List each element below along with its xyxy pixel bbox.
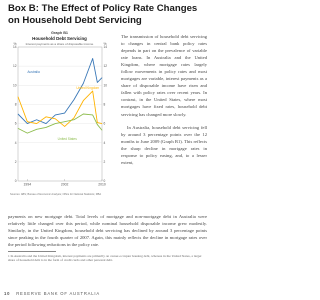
y-unit-left: % — [13, 42, 17, 46]
continued-paragraph: payments on new mortgage debt. Total levels of mortgage and non-mortgage debt in Australia were relatively little changed over this period, while nominal household disposable income grew modestly. Similarly, in the United Kingdom, household debt servicing has declined by around 3 percentage points since peaking in the fourth quarter of 2007. Again, this mainly reflects the decline in mortgage rates over the period following reductions in the policy rate. — [8, 214, 207, 248]
graph-subtitle: Household Debt Servicing — [32, 36, 87, 41]
paragraph: The transmission of household debt servicing to changes in central bank policy rates depends in part on the prevalence of variable rate loans. In Australia and the United Kingdom, where mortgage rates largely follow movements in policy rates and most mortgages are variable, interest payments as a share of disposable income have risen and fallen with policy rates over recent years. In contrast, in the United States, where most mortgages have fixed rates, household debt servicing has changed more slowly. — [121, 34, 207, 117]
footnote-divider — [8, 251, 56, 252]
data-point — [27, 121, 28, 122]
data-point — [74, 118, 75, 119]
data-point — [46, 123, 47, 124]
data-point — [92, 115, 93, 116]
y-tick-label-right: 10 — [103, 83, 108, 88]
line-chart — [8, 31, 111, 191]
data-point — [102, 130, 103, 131]
data-point — [97, 82, 98, 83]
y-tick-label-right: 6 — [103, 121, 106, 126]
data-point — [36, 123, 37, 124]
graph-note: Interest payments as a share of disposable income — [25, 41, 94, 46]
y-tick-label-left: 2 — [14, 159, 17, 164]
y-tick-label-right: 8 — [103, 102, 106, 107]
data-point — [64, 113, 65, 114]
series-label: Australia — [27, 69, 40, 74]
y-tick-label-left: 4 — [14, 140, 17, 145]
y-tick-label-left: 10 — [12, 83, 17, 88]
footnote: 1 In Australia and the United Kingdom, interest payments are primarily on owner-occupier housing debt, whereas in the United States, a larger share of household debt is in the form of credit cards and other personal debt. — [8, 254, 202, 263]
box-title: Box B: The Effect of Policy Rate Changes on Household Debt Servicing — [8, 3, 198, 26]
publication-name: RESERVE BANK OF AUSTRALIA — [16, 291, 100, 296]
graph-title: Graph B1 — [50, 31, 69, 35]
data-point — [97, 124, 98, 125]
y-tick-label-left: 12 — [12, 64, 17, 69]
y-tick-label-left: 8 — [14, 102, 17, 107]
page-number: 10 — [4, 291, 11, 296]
x-tick-label: 2002 — [60, 182, 69, 187]
data-point — [102, 123, 103, 124]
data-point — [83, 114, 84, 115]
y-tick-label-right: 2 — [103, 159, 106, 164]
y-unit-right: % — [103, 42, 107, 46]
graph-b1 — [8, 31, 111, 208]
data-point — [83, 100, 84, 101]
y-tick-label-left: 6 — [14, 121, 17, 126]
data-point — [55, 115, 56, 116]
data-point — [92, 91, 93, 92]
data-point — [92, 58, 93, 59]
graph-sources: Sources: ABS; Bureau of Economic Analysis; Office for National Statistics; RBA — [10, 193, 102, 196]
data-point — [102, 77, 103, 78]
data-point — [27, 123, 28, 124]
series-line-united-kingdom — [18, 91, 102, 126]
data-point — [74, 119, 75, 120]
data-point — [46, 117, 47, 118]
series-line-australia — [18, 58, 102, 123]
page-footer — [4, 291, 100, 296]
y-tick-label-left: 0 — [14, 179, 17, 184]
y-tick-label-right: 4 — [103, 140, 106, 145]
data-point — [27, 133, 28, 134]
data-point — [97, 122, 98, 123]
x-tick-label: 1994 — [23, 182, 32, 187]
data-point — [55, 119, 56, 120]
y-tick-label-left: 14 — [12, 45, 17, 50]
series-label: United States — [57, 136, 77, 141]
data-point — [18, 97, 19, 98]
y-tick-label-right: 14 — [103, 45, 108, 50]
x-tick-label: 2010 — [98, 182, 106, 187]
data-point — [74, 99, 75, 100]
data-point — [64, 121, 65, 122]
y-tick-label-right: 0 — [103, 179, 106, 184]
body-text — [121, 33, 207, 172]
y-tick-label-right: 12 — [103, 64, 108, 69]
data-point — [64, 126, 65, 127]
data-point — [36, 129, 37, 130]
paragraph: In Australia, household debt servicing fell by around 3 percentage points over the 12 months to June 2009 (Graph B1). This reflects the sharp decline in mortgage rates in response to policy easing, and, to a lesser extent, — [121, 124, 207, 165]
data-point — [55, 123, 56, 124]
data-point — [18, 114, 19, 115]
data-point — [18, 128, 19, 129]
series-label: United Kingdom — [76, 86, 100, 91]
data-point — [46, 127, 47, 128]
data-point — [83, 83, 84, 84]
data-point — [36, 119, 37, 120]
